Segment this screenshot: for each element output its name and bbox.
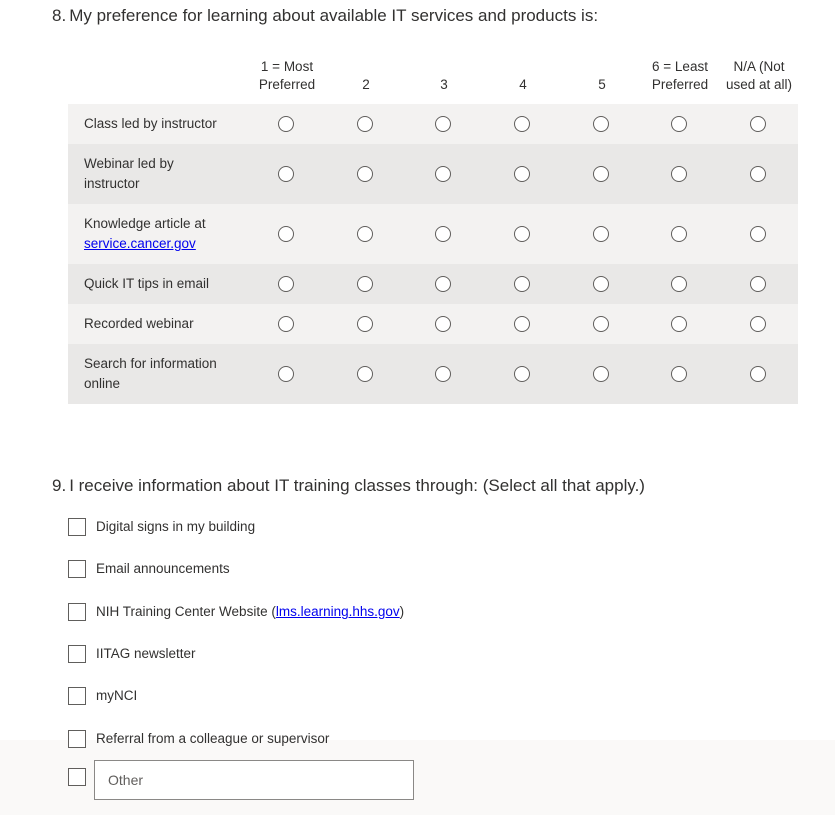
- radio-option-1[interactable]: [278, 226, 294, 242]
- radio-option-5[interactable]: [593, 366, 609, 382]
- radio-option-5[interactable]: [593, 116, 609, 132]
- checkbox[interactable]: [68, 768, 86, 786]
- radio-option-4[interactable]: [514, 276, 530, 292]
- radio-option-1[interactable]: [278, 316, 294, 332]
- matrix-row-class-led: [68, 104, 798, 144]
- radio-option-7[interactable]: [750, 226, 766, 242]
- question-9-number: 9.: [52, 476, 67, 495]
- radio-option-1[interactable]: [278, 276, 294, 292]
- question-8-text: My preference for learning about available IT services and products is:: [69, 6, 599, 25]
- column-header-6: 6 = Least Preferred: [651, 59, 709, 92]
- column-header-5: 5: [598, 77, 606, 92]
- radio-option-5[interactable]: [593, 166, 609, 182]
- radio-option-6[interactable]: [671, 116, 687, 132]
- radio-option-5[interactable]: [593, 316, 609, 332]
- radio-option-4[interactable]: [514, 166, 530, 182]
- radio-option-4[interactable]: [514, 226, 530, 242]
- radio-option-7[interactable]: [750, 276, 766, 292]
- radio-option-7[interactable]: [750, 116, 766, 132]
- question-8-title: [52, 6, 598, 26]
- radio-option-3[interactable]: [435, 226, 451, 242]
- column-header-1: 1 = Most Preferred: [258, 59, 316, 92]
- radio-option-2[interactable]: [357, 166, 373, 182]
- matrix-header: [68, 56, 798, 104]
- radio-option-1[interactable]: [278, 116, 294, 132]
- row-label: Search for information online: [84, 356, 217, 391]
- checkbox[interactable]: [68, 603, 86, 621]
- radio-option-3[interactable]: [435, 316, 451, 332]
- radio-option-6[interactable]: [671, 226, 687, 242]
- radio-option-1[interactable]: [278, 166, 294, 182]
- option-label: NIH Training Center Website (lms.learning.hhs.gov): [96, 604, 405, 619]
- radio-option-7[interactable]: [750, 316, 766, 332]
- radio-option-4[interactable]: [514, 366, 530, 382]
- radio-option-2[interactable]: [357, 116, 373, 132]
- question-8-number: 8.: [52, 6, 67, 25]
- row-label: Class led by instructor: [84, 116, 217, 131]
- option-label: IITAG newsletter: [96, 646, 196, 661]
- radio-option-5[interactable]: [593, 226, 609, 242]
- matrix-row-knowledge-article: [68, 204, 798, 264]
- row-label: Knowledge article at service.cancer.gov: [84, 216, 206, 251]
- checkbox[interactable]: [68, 560, 86, 578]
- option-label: Digital signs in my building: [96, 519, 256, 534]
- row-label: Quick IT tips in email: [84, 276, 210, 291]
- radio-option-4[interactable]: [514, 316, 530, 332]
- option-label: Referral from a colleague or supervisor: [96, 731, 330, 746]
- radio-option-3[interactable]: [435, 276, 451, 292]
- radio-option-2[interactable]: [357, 276, 373, 292]
- radio-option-6[interactable]: [671, 276, 687, 292]
- column-header-2: 2: [362, 77, 370, 92]
- matrix-row-quick-tips: [68, 264, 798, 304]
- checkbox[interactable]: [68, 730, 86, 748]
- matrix-row-recorded-webinar: [68, 304, 798, 344]
- radio-option-3[interactable]: [435, 116, 451, 132]
- radio-option-3[interactable]: [435, 366, 451, 382]
- option-label: Email announcements: [96, 561, 230, 576]
- radio-option-3[interactable]: [435, 166, 451, 182]
- radio-option-2[interactable]: [357, 316, 373, 332]
- row-label: Webinar led by instructor: [84, 156, 174, 191]
- column-header-na: N/A (Not used at all): [725, 59, 793, 92]
- checkbox[interactable]: [68, 518, 86, 536]
- likert-matrix: [68, 56, 798, 404]
- service-cancer-gov-link[interactable]: service.cancer.gov: [84, 236, 196, 251]
- other-text-input[interactable]: [94, 760, 414, 800]
- checkbox[interactable]: [68, 687, 86, 705]
- question-9-title: [52, 476, 645, 496]
- lms-learning-link[interactable]: lms.learning.hhs.gov: [275, 604, 400, 619]
- row-label: Recorded webinar: [84, 316, 194, 331]
- matrix-row-webinar-led: [68, 144, 798, 204]
- radio-option-6[interactable]: [671, 316, 687, 332]
- radio-option-4[interactable]: [514, 116, 530, 132]
- radio-option-6[interactable]: [671, 166, 687, 182]
- column-header-4: 4: [519, 77, 527, 92]
- checkbox[interactable]: [68, 645, 86, 663]
- question-9-text: I receive information about IT training classes through: (Select all that apply.): [69, 476, 645, 495]
- radio-option-7[interactable]: [750, 166, 766, 182]
- column-header-3: 3: [440, 77, 448, 92]
- radio-option-2[interactable]: [357, 226, 373, 242]
- radio-option-5[interactable]: [593, 276, 609, 292]
- radio-option-6[interactable]: [671, 366, 687, 382]
- radio-option-7[interactable]: [750, 366, 766, 382]
- option-label: myNCI: [96, 688, 138, 703]
- radio-option-2[interactable]: [357, 366, 373, 382]
- matrix-row-search-online: [68, 344, 798, 404]
- radio-option-1[interactable]: [278, 366, 294, 382]
